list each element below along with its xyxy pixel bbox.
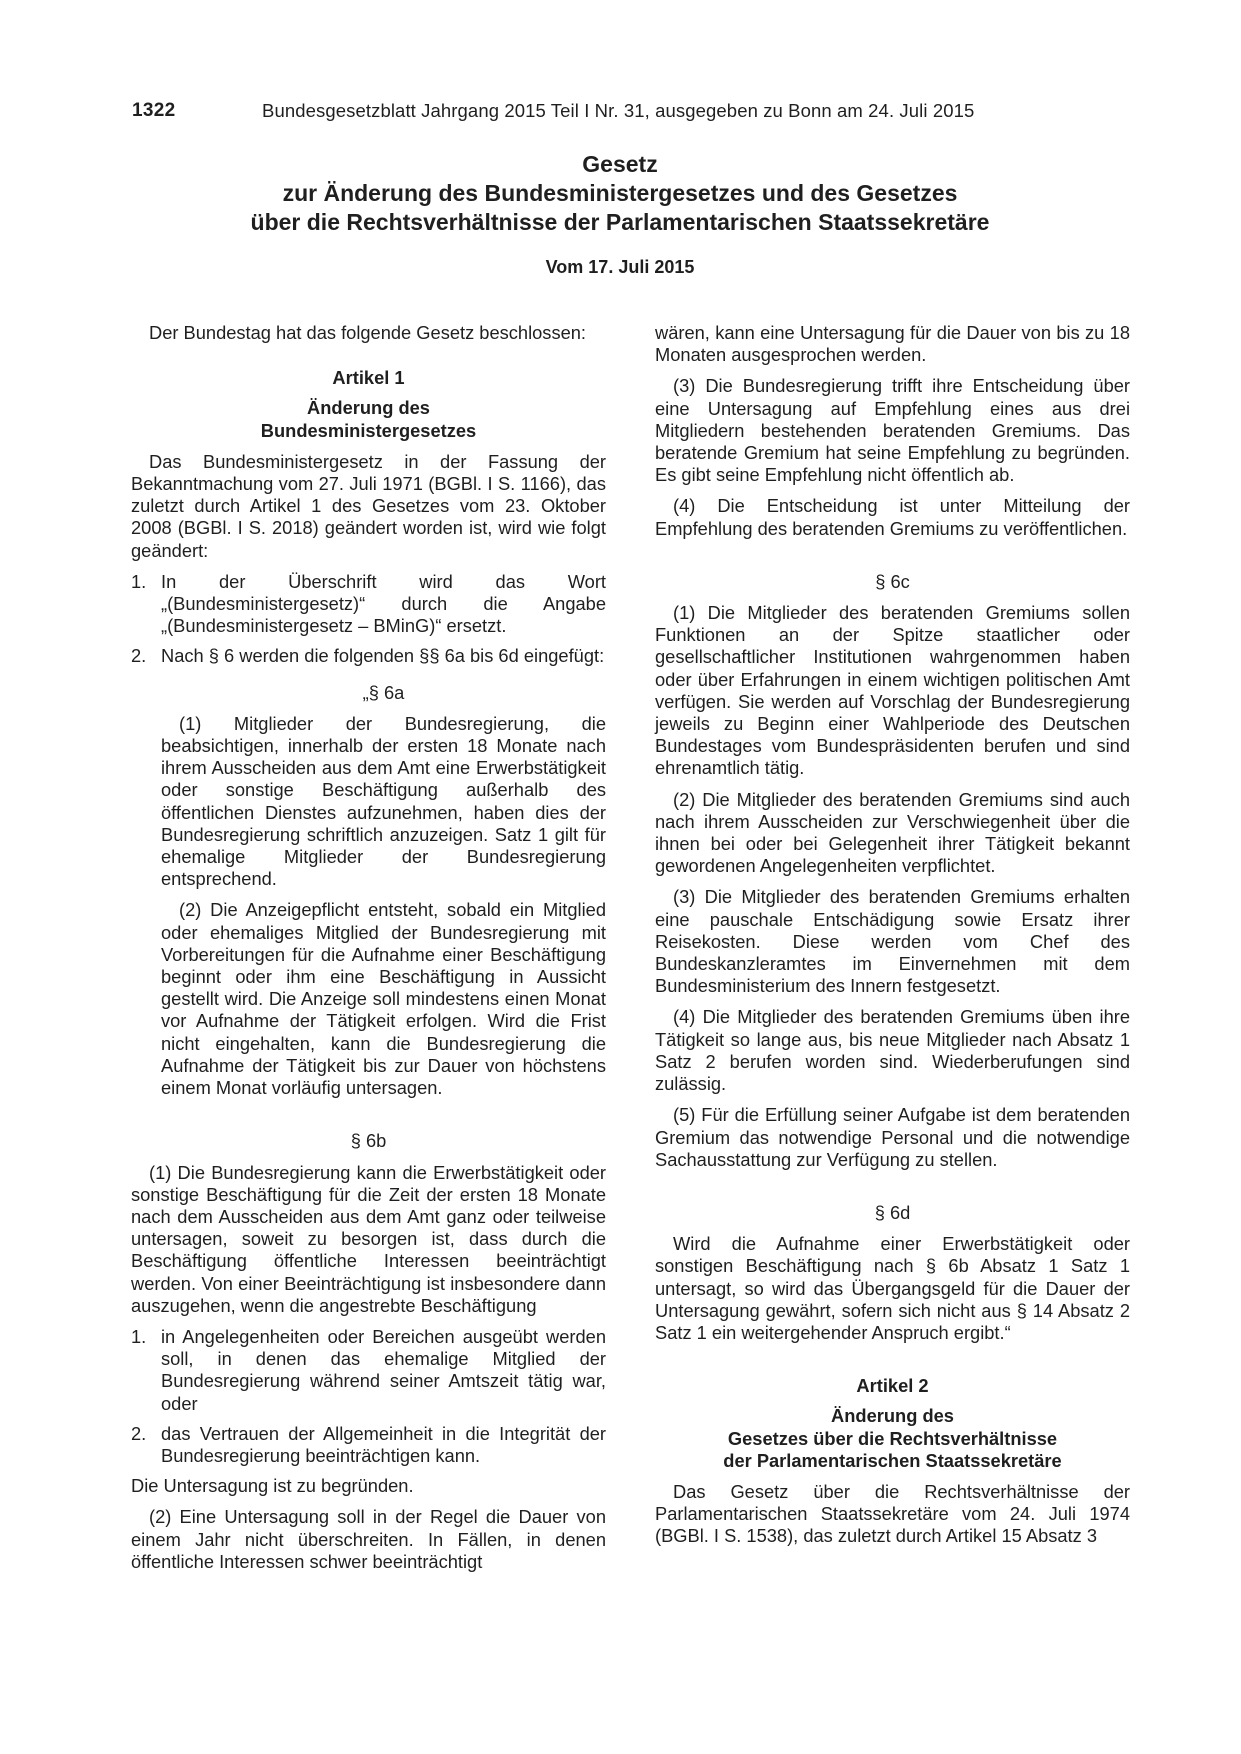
article-2-title-line-2: Gesetzes über die Rechtsverhältnisse (727, 1427, 1058, 1449)
section-6a-paragraph-1: (1) Mitglieder der Bundesregierung, die beabsichtigen, innerhalb der ersten 18 Monate nach ihrem Ausscheiden aus dem Amt eine Erwerbstätigkeit oder sonstige Beschäftigung außerhalb des öffentlichen Dienstes aufzunehmen, haben dies der Bundesregierung schriftlich anzuzeigen. Satz 1 gilt für ehemalige Mitglieder der Bundesregierung entsprechend. (161, 712, 606, 890)
list-item-number: 2. (131, 645, 147, 667)
list-item (131, 1326, 606, 1415)
article-1-title-line-2: Bundesministergesetzes (260, 419, 477, 441)
section-6b-label: § 6b (350, 1130, 387, 1152)
section-6c-paragraph-1: (1) Die Mitglieder des beratenden Gremiums sollen Funktionen an der Spitze staatlicher oder gesellschaftlicher Institutionen wahrgenommen haben oder über Erfahrungen in einem wichtigen politischen Amt verfügen. Sie werden auf Vorschlag der Bundesregierung jeweils zu Beginn einer Wahlperiode des Deutschen Bundestages vom Bundespräsidenten berufen und sind ehrenamtlich tätig. (655, 602, 1130, 779)
section-6b-paragraph-4: (4) Die Entscheidung ist unter Mitteilung der Empfehlung des beratenden Gremiums zu veröffentlichen. (655, 495, 1130, 539)
list-item (131, 571, 606, 638)
list-item-text: in Angelegenheiten oder Bereichen ausgeübt werden soll, in denen das ehemalige Mitglied der Bundesregierung während seiner Amtszeit tätig war, oder (161, 1325, 606, 1414)
list-item (131, 1423, 606, 1467)
intro-paragraph: Der Bundestag hat das folgende Gesetz beschlossen: (149, 322, 587, 343)
list-item-text: Nach § 6 werden die folgenden §§ 6a bis 6d eingefügt: (161, 645, 605, 667)
article-2-title-line-1: Änderung des (831, 1405, 954, 1427)
page-number: 1322 (132, 100, 176, 121)
section-6b-paragraph-1: (1) Die Bundesregierung kann die Erwerbstätigkeit oder sonstige Beschäftigung für die Zeit der ersten 18 Monate nach dem Ausscheiden aus dem Amt ganz oder teilweise untersagen, soweit zu besorgen ist, dass durch die Beschäftigung öffentliche Interessen beeinträchtigt werden. Von einer Beeinträchtigung ist insbesondere dann auszugehen, wenn die angestrebte Beschäftigung (131, 1161, 606, 1316)
list-item-text: In der Überschrift wird das Wort „(Bundesministergesetz)“ durch die Angabe „(Bundesministergesetz – BMinG)“ ersetzt. (161, 570, 606, 637)
section-6b-reason: Die Untersagung ist zu begründen. (131, 1475, 414, 1497)
article-2-text: Das Gesetz über die Rechtsverhältnisse der Parlamentarischen Staatssekretäre vom 24. Juli 1974 (BGBl. I S. 1538), das zuletzt durch Artikel 15 Absatz 3 (655, 1480, 1130, 1547)
section-6c-paragraph-5: (5) Für die Erfüllung seiner Aufgabe ist dem beratenden Gremium das notwendige Personal und die notwendige Sachausstattung zur Verfügung zu stellen. (655, 1104, 1130, 1170)
title-line-2: zur Änderung des Bundesministergesetzes und des Gesetzes (282, 180, 958, 206)
article-1-title-line-1: Änderung des (307, 397, 430, 419)
section-6c-label: § 6c (875, 570, 910, 592)
law-date: Vom 17. Juli 2015 (545, 257, 695, 277)
section-6c-paragraph-4: (4) Die Mitglieder des beratenden Gremiums üben ihre Tätigkeit so lange aus, bis neue Mitglieder nach Absatz 1 Satz 2 berufen worden sind. Wiederberufungen sind zulässig. (655, 1006, 1130, 1095)
article-1-text: Das Bundesministergesetz in der Fassung der Bekanntmachung vom 27. Juli 1971 (BGBl. I S. 1166), das zuletzt durch Artikel 1 des Gesetzes vom 23. Oktober 2008 (BGBl. I S. 2018) geändert worden ist, wird wie folgt geändert: (131, 450, 606, 561)
section-6d-paragraph-1: Wird die Aufnahme einer Erwerbstätigkeit oder sonstigen Beschäftigung nach § 6b Absatz 1 Satz 1 untersagt, so wird das Übergangsgeld für die Dauer der Untersagung gewährt, sofern sich nicht aus § 14 Absatz 2 Satz 1 ein weitergehender Anspruch ergibt.“ (655, 1233, 1130, 1343)
section-6b-paragraph-2-continued: wären, kann eine Untersagung für die Dauer von bis zu 18 Monaten ausgesprochen werden. (655, 322, 1130, 366)
left-column (131, 322, 606, 1582)
article-1-label: Artikel 1 (332, 367, 405, 389)
section-6b-paragraph-2: (2) Eine Untersagung soll in der Regel die Dauer von einem Jahr nicht überschreiten. In Fällen, in denen öffentliche Interessen schwer beeinträchtigt (131, 1506, 606, 1572)
law-title (132, 150, 1108, 237)
list-item-text: das Vertrauen der Allgemeinheit in die Integrität der Bundesregierung beeinträchtigen kann. (161, 1422, 606, 1466)
section-6b-paragraph-3: (3) Die Bundesregierung trifft ihre Entscheidung über eine Untersagung auf Empfehlung eines aus drei Mitgliedern bestehenden beratenden Gremiums. Das beratende Gremium hat seine Empfehlung zu begründen. Es gibt seine Empfehlung nicht öffentlich ab. (655, 375, 1130, 486)
list-item-number: 2. (131, 1422, 147, 1444)
list-item (131, 645, 606, 667)
right-column (655, 322, 1130, 1557)
section-6a-label: „§ 6a (362, 681, 405, 703)
list-item-number: 1. (131, 1325, 147, 1347)
article-2-title-line-3: der Parlamentarischen Staatssekretäre (723, 1449, 1062, 1471)
title-line-1: Gesetz (582, 151, 658, 177)
title-line-3: über die Rechtsverhältnisse der Parlamentarischen Staatssekretäre (250, 209, 990, 235)
article-2-label: Artikel 2 (856, 1375, 929, 1397)
running-head: Bundesgesetzblatt Jahrgang 2015 Teil I Nr. 31, ausgegeben zu Bonn am 24. Juli 2015 (262, 100, 975, 121)
section-6d-label: § 6d (874, 1201, 911, 1223)
list-item-number: 1. (131, 570, 147, 592)
section-6a-paragraph-2: (2) Die Anzeigepflicht entsteht, sobald ein Mitglied oder ehemaliges Mitglied der Bundesregierung mit Vorbereitungen für die Aufnahme einer Beschäftigung beginnt oder ihm eine Beschäftigung in Aussicht gestellt wird. Die Anzeige soll mindestens einen Monat vor Aufnahme der Tätigkeit erfolgen. Wird die Frist nicht eingehalten, kann die Bundesregierung die Aufnahme der Tätigkeit bis zur Dauer von höchstens einem Monat vorläufig untersagen. (161, 899, 606, 1099)
section-6c-paragraph-3: (3) Die Mitglieder des beratenden Gremiums erhalten eine pauschale Entschädigung sowie Ersatz ihrer Reisekosten. Diese werden vom Chef des Bundeskanzleramtes im Einvernehmen mit dem Bundesministerium des Innern festgesetzt. (655, 886, 1130, 997)
section-6c-paragraph-2: (2) Die Mitglieder des beratenden Gremiums sind auch nach ihrem Ausscheiden zur Verschwiegenheit über die ihnen bei oder bei Gelegenheit ihrer Tätigkeit bekannt gewordenen Angelegenheiten verpflichtet. (655, 788, 1130, 877)
